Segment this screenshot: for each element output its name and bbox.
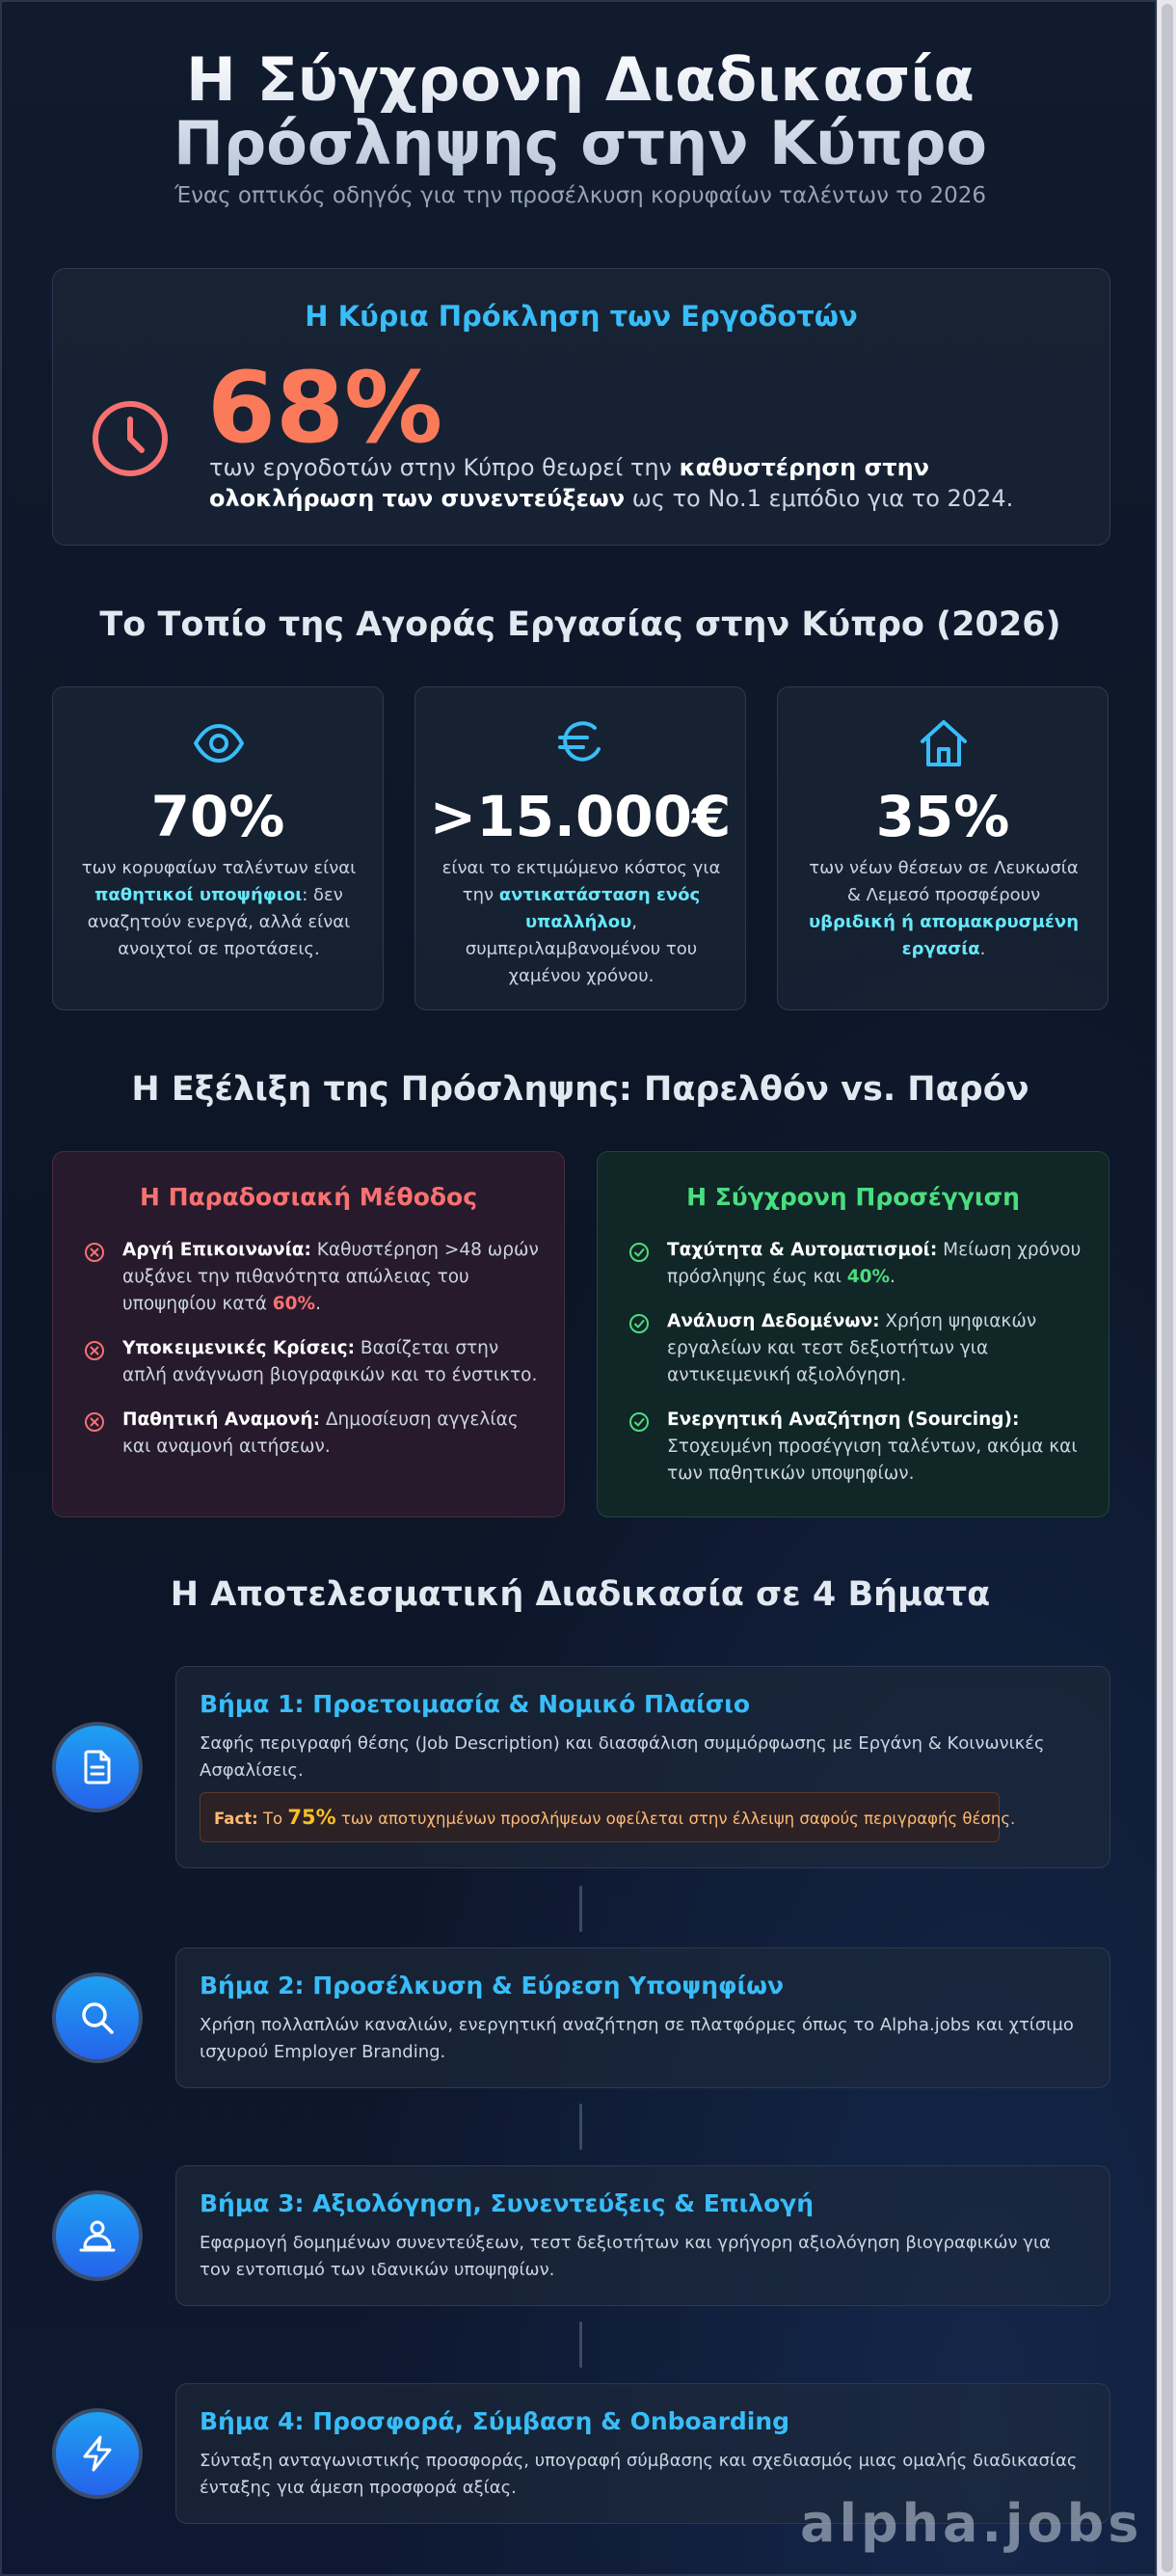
scrollbar-thumb[interactable] [1162,4,1173,2572]
item-text: Βασίζεται στην απλή ανάγνωση βιογραφικών και το ένστικτο. [122,1338,538,1385]
list-item [628,1308,1087,1389]
stat-desc-pre: των κορυφαίων ταλέντων είναι [81,858,357,878]
step-2-card [175,1947,1110,2088]
item-number: 40% [846,1267,891,1287]
modern-approach-title: Η Σύγχρονη Προσέγγιση [686,1183,1020,1211]
stat-desc-post: . [979,939,986,959]
challenge-stat: 68% [207,351,443,466]
step-desc: Εφαρμογή δομημένων συνεντεύξεων, τεστ δεξιοτήτων και γρήγορη αξιολόγηση βιογραφικών για τον εντοπισμό των ιδανικών υποψηφίων. [200,2233,1051,2280]
stat-desc-highlight: υβριδική ή απομακρυσμένη εργασία [808,912,1080,959]
challenge-text [209,452,1077,514]
traditional-method-card [52,1151,565,1517]
stat-card-cost [414,686,746,1010]
market-title: Το Τοπίο της Αγοράς Εργασίας στην Κύπρο (2026) [99,605,1061,644]
stat-desc [803,855,1084,963]
x-circle-icon [84,1411,105,1433]
fact-text-post: των αποτυχημένων προσλήψεων οφείλεται στην έλλειψη σαφούς περιγραφής θέσης. [335,1810,1016,1828]
list-item [84,1335,543,1389]
check-circle-icon [628,1242,650,1263]
stat-desc-pre: των νέων θέσεων σε Λευκωσία & Λεμεσό προσφέρουν [809,858,1079,905]
stat-card-passive [52,686,384,1010]
stat-value: >15.000€ [429,784,732,849]
x-circle-icon [84,1242,105,1263]
stat-card-hybrid [777,686,1109,1010]
item-label: Ανάλυση Δεδομένων: [667,1311,880,1331]
traditional-method-title: Η Παραδοσιακή Μέθοδος [139,1183,478,1211]
item-text: Δημοσίευση αγγελίας και αναμονή αιτήσεων. [122,1409,519,1457]
stat-value: 70% [150,784,285,849]
fact-label: Fact: [214,1810,258,1828]
stat-desc-post: , συμπεριλαμβανομένου του χαμένου χρόνου. [465,912,698,986]
people-icon [78,2216,117,2255]
stat-desc-post: : δεν αναζητούν ενεργά, αλλά είναι ανοιχτοί σε προτάσεις. [87,885,351,959]
step-connector [579,2321,582,2368]
stat-desc-pre: είναι το εκτιμώμενο κόστος για την [441,858,721,905]
check-circle-icon [628,1411,650,1433]
stat-desc-highlight: παθητικοί υποψήφιοι [94,885,303,905]
list-item [84,1237,543,1318]
item-label: Ταχύτητα & Αυτοματισμοί: [667,1240,938,1260]
clock-icon [90,398,171,479]
eye-icon [192,716,246,770]
stat-desc [441,855,722,990]
evolution-title: Η Εξέλιξη της Πρόσληψης: Παρελθόν vs. Παρόν [131,1070,1029,1109]
item-label: Υποκειμενικές Κρίσεις: [122,1338,356,1358]
step-desc: Χρήση πολλαπλών καναλιών, ενεργητική αναζήτηση σε πλατφόρμες όπως το Alpha.jobs και χτίσιμο ισχυρού Employer Branding. [200,2015,1074,2062]
stat-desc-highlight: αντικατάσταση ενός υπαλλήλου [498,885,701,932]
step-1-badge [52,1722,143,1812]
challenge-title: Η Κύρια Πρόκληση των Εργοδοτών [305,300,858,333]
step-desc: Σύνταξη ανταγωνιστικής προσφοράς, υπογραφή σύμβασης και σχεδιασμός μιας ομαλής διαδικασίας ένταξης για άμεση προσφορά αξίας. [200,2451,1078,2498]
page-title [2,44,1157,178]
item-number: 60% [272,1294,316,1314]
search-icon [78,1999,117,2037]
stat-desc [78,855,360,963]
modern-approach-card [597,1151,1109,1517]
list-item [628,1407,1087,1488]
item-end: . [315,1294,321,1314]
item-text: Στοχευμένη προσέγγιση ταλέντων, ακόμα και των παθητικών υποψηφίων. [667,1436,1078,1484]
challenge-text-post: ως το Νο.1 εμπόδιο για το 2024. [625,485,1014,512]
title-line-1: Η Σύγχρονη Διαδικασία [185,44,976,115]
step-title: Βήμα 2: Προσέλκυση & Εύρεση Υποψηφίων [200,1972,785,1999]
document-icon [78,1748,117,1786]
step-4-badge [52,2408,143,2499]
step-title: Βήμα 1: Προετοιμασία & Νομικό Πλαίσιο [200,1690,751,1718]
item-label: Ενεργητική Αναζήτηση (Sourcing): [667,1409,1020,1430]
step-2-badge [52,1972,143,2063]
vertical-scrollbar[interactable] [1157,0,1176,2576]
item-label: Αργή Επικοινωνία: [122,1240,311,1260]
check-circle-icon [628,1313,650,1334]
step-3-card [175,2165,1110,2306]
fact-callout [200,1792,1016,1842]
title-line-2: Πρόσληψης στην Κύπρο [174,108,987,178]
fact-text-pre: Το [257,1810,288,1828]
challenge-card [52,268,1110,546]
item-text: Χρήση ψηφιακών εργαλείων και τεστ δεξιοτήτων για αντικειμενική αξιολόγηση. [667,1311,1037,1385]
x-circle-icon [84,1340,105,1361]
euro-icon [554,716,608,770]
step-3-badge [52,2190,143,2281]
item-end: . [890,1267,895,1287]
brand-logo: alpha.jobs [800,2493,1143,2554]
list-item [628,1237,1087,1291]
fact-number: 75% [287,1806,336,1829]
traditional-method-list [84,1237,543,1478]
item-text: Καθυστέρηση >48 ωρών αυξάνει την πιθανότητα απώλειας του υποψηφίου κατά [122,1240,539,1314]
stat-value: 35% [875,784,1010,849]
page-subtitle: Ένας οπτικός οδηγός για την προσέλκυση κορυφαίων ταλέντων το 2026 [174,183,987,208]
modern-approach-list [628,1237,1087,1505]
header [2,44,1157,208]
step-1-card [175,1666,1110,1868]
step-connector [579,2104,582,2150]
step-connector [579,1886,582,1932]
home-icon [917,716,971,770]
challenge-text-pre: των εργοδοτών στην Κύπρο θεωρεί την [209,454,680,481]
step-title: Βήμα 4: Προσφορά, Σύμβαση & Onboarding [200,2407,790,2435]
step-title: Βήμα 3: Αξιολόγηση, Συνεντεύξεις & Επιλογή [200,2189,815,2217]
challenge-text-bold: καθυστέρηση στην ολοκλήρωση των συνεντεύξεων [209,454,930,512]
process-title: Η Αποτελεσματική Διαδικασία σε 4 Βήματα [170,1575,991,1614]
lightning-icon [78,2434,117,2473]
item-text: Μείωση χρόνου πρόσληψης έως και [667,1240,1082,1287]
item-label: Παθητική Αναμονή: [122,1409,320,1430]
list-item [84,1407,543,1461]
step-desc: Σαφής περιγραφή θέσης (Job Description) και διασφάλιση συμμόρφωσης με Εργάνη & Κοινωνικές Ασφαλίσεις. [200,1733,1045,1781]
